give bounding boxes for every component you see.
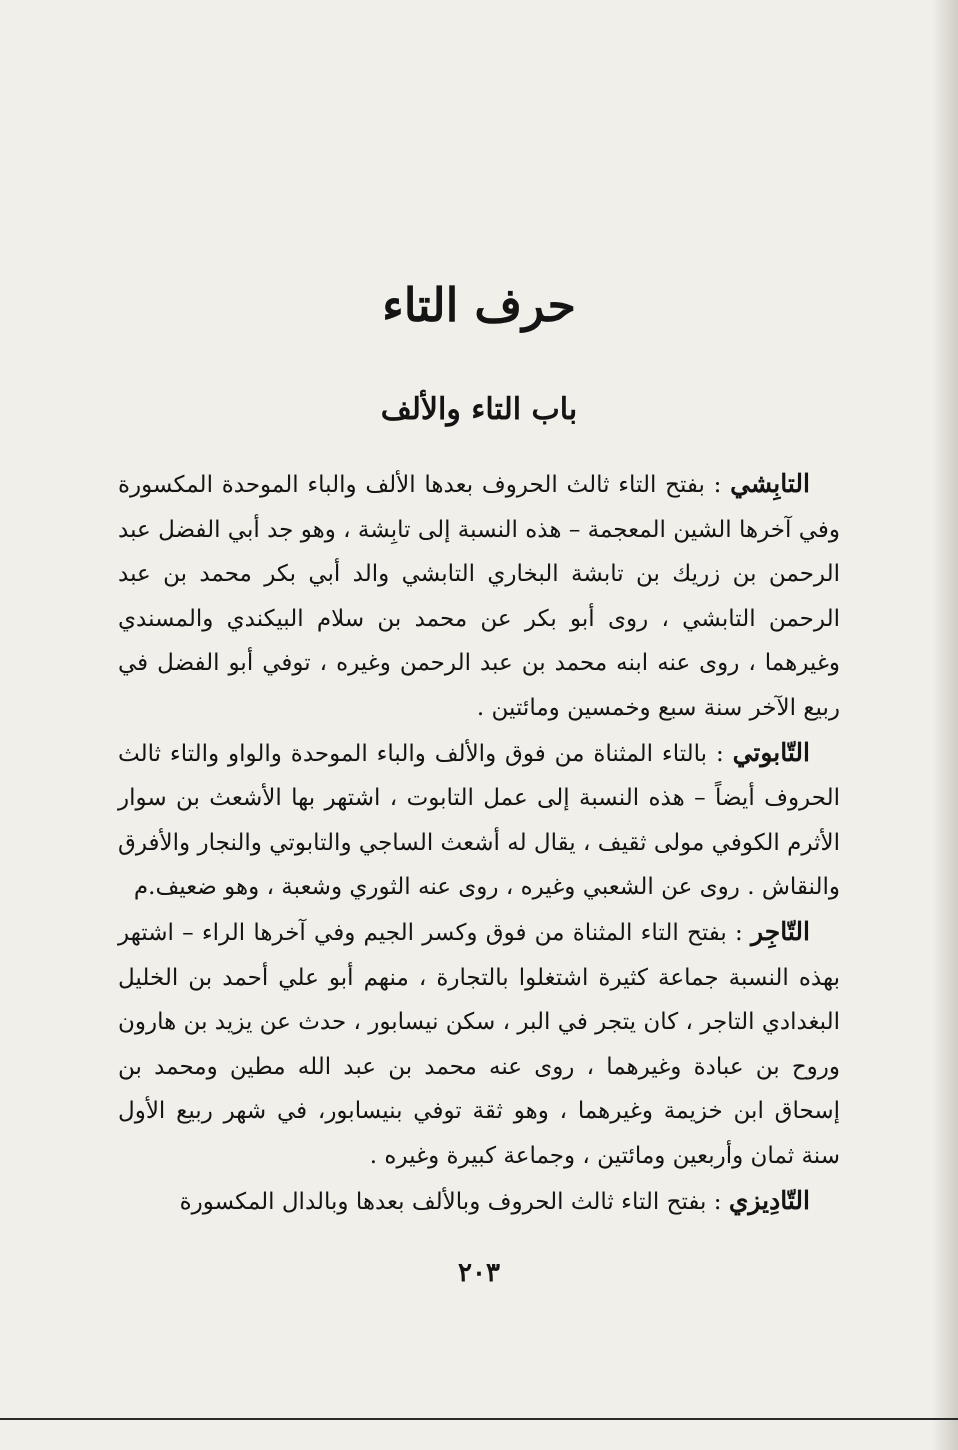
entry-tabishi <box>118 462 840 731</box>
page-number: ٢٠٣ <box>458 1258 500 1288</box>
body-text <box>118 462 840 1224</box>
scan-edge-shadow <box>932 0 958 1450</box>
entry-text: : بفتح التاء ثالث الحروف بعدها الألف والباء الموحدة المكسورة وفي آخرها الشين المعجمة – هذه النسبة إلى تابِشة ، وهو جد أبي الفضل عبد الرحمن بن زريك بن تابشة البخاري التابشي والد أبي بكر محمد بن عبد الرحمن التابشي ، روى أبو بكر عن محمد بن سلام البيكندي والمسندي وغيرهما ، روى عنه ابنه محمد بن عبد الرحمن وغيره ، توفي أبو الفضل في ربيع الآخر سنة سبع وخمسين ومائتين . <box>118 472 840 721</box>
chapter-title: حرف التاء <box>382 278 576 332</box>
entry-headword: التّاجِر <box>751 916 810 946</box>
entry-tajir <box>118 910 840 1179</box>
entry-headword: التابِشي <box>730 469 810 498</box>
section-title: باب التاء والألف <box>380 392 578 427</box>
entry-tadizi <box>118 1179 840 1225</box>
entry-text: : بفتح التاء المثناة من فوق وكسر الجيم وفي آخرها الراء – اشتهر بهذه النسبة جماعة كثيرة اشتغلوا بالتجارة ، منهم أبو علي أحمد بن الخليل البغدادي التاجر ، كان يتجر في البر ، سكن نيسابور ، حدث عن يزيد بن هارون وروح بن عبادة وغيرهما ، روى عنه محمد بن عبد الله مطين ومحمد بن إسحاق ابن خزيمة وغيرهما ، وهو ثقة توفي بنيسابور، في شهر ربيع الأول سنة ثمان وأربعين ومائتين ، وجماعة كبيرة وغيره . <box>118 919 840 1169</box>
entry-text: : بفتح التاء ثالث الحروف وبالألف بعدها وبالدال المكسورة <box>179 1188 729 1215</box>
entry-headword: التّابوتي <box>732 737 810 767</box>
entry-tabuti <box>118 731 840 910</box>
page-fold-line <box>0 1418 958 1420</box>
entry-headword: التّادِيزي <box>728 1185 810 1215</box>
entry-text: : بالتاء المثناة من فوق والألف والباء الموحدة والواو والتاء ثالث الحروف أيضاً – هذه النسبة إلى عمل التابوت ، اشتهر بها الأشعث بن سوار الأثرم الكوفي مولى ثقيف ، يقال له أشعث الساجي والتابوتي والنجار والأفرق والنقاش . روى عن الشعبي وغيره ، روى عنه الثوري وشعبة ، وهو ضعيف.م <box>118 740 840 901</box>
